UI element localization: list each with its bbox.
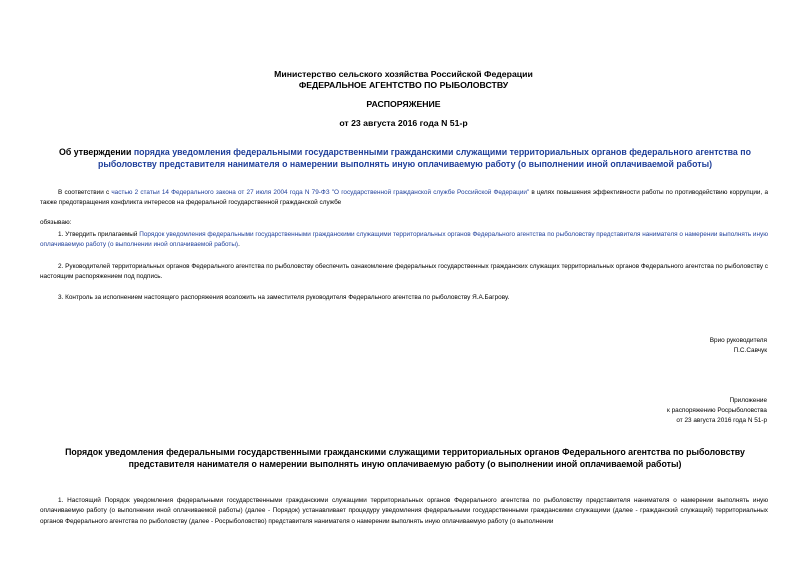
federal-law-link[interactable]: частью 2 статьи 14 Федерального закона от 27 июля 2004 года N 79-ФЗ "О государственной гражданской службе Российской Федерации" — [111, 189, 530, 196]
item-3: 3. Контроль за исполнением настоящего распоряжения возложить на заместителя руководителя Федерального агентства по рыболовству Я.А.Багрову. — [58, 294, 510, 301]
preamble-suffix: в целях повышения эффективности работы по противодействию коррупции, а также предотвращения конфликта интересов на федеральной государственной гражданской службе — [40, 189, 768, 207]
item-2: 2. Руководителей территориальных органов Федерального агентства по рыболовству обеспечить ознакомление федеральных государственных гражданских служащих территориальных органов Федерального агентства по рыболовству с настоящим распоряжением под подпись. — [40, 263, 768, 281]
order-title: Порядок уведомления федеральными государственными гражданскими служащими территориальных органов Федерального агентства по рыболовству представителя нанимателя о намерении выполнять иную оплачиваемую работу (о выполнении иной оплачиваемой работы) — [65, 447, 745, 469]
item-1-prefix: 1. Утвердить прилагаемый — [58, 231, 140, 238]
signature-name: П.С.Савчук — [733, 347, 767, 354]
title-link[interactable]: порядка уведомления федеральными государственными гражданскими служащими территориальных органов федерального агентства по рыболовству представителя нанимателя о намерении выполнять иную оплачиваемую работу (о выполнении иной оплачиваемой работы) — [97, 147, 751, 169]
item-1 — [40, 230, 768, 251]
document-type: РАСПОРЯЖЕНИЕ — [366, 99, 441, 109]
title-prefix: Об утверждении — [59, 147, 134, 157]
preamble-paragraph — [40, 188, 768, 209]
agency-name: ФЕДЕРАЛЬНОЕ АГЕНТСТВО ПО РЫБОЛОВСТВУ — [298, 80, 509, 90]
signature-position: Врио руководителя — [709, 337, 767, 344]
document-title — [40, 146, 770, 170]
order-link[interactable]: Порядок уведомления федеральными государственными гражданскими служащими территориальных органов Федерального агентства по рыболовству представителя нанимателя о намерении выполнять иную оплачиваемую работу (о выполнении иной оплачиваемой работы) — [40, 231, 768, 249]
obliges-text: обязываю: — [40, 219, 72, 226]
document-date-number: от 23 августа 2016 года N 51-р — [339, 118, 468, 128]
ministry-name: Министерство сельского хозяйства Российской Федерации — [274, 69, 533, 79]
order-paragraph-1: 1. Настоящий Порядок уведомления федеральными государственными гражданскими служащими территориальных органов Федерального агентства по рыболовству представителя нанимателя о намерении выполнять иную оплачиваемую работу (о выполнении иной оплачиваемой работы) (далее - Порядок) устанавливает процедуру уведомления федеральными государственными гражданскими служащими (далее - гражданский служащий) территориальных органов Федерального агентства по рыболовству (далее - Росрыболовство) представителя нанимателя о намерении выполнять иную оплачиваемую работу (о выполнении — [40, 497, 768, 525]
item-1-suffix: . — [238, 241, 240, 249]
appendix-to: к распоряжению Росрыболовства — [667, 407, 767, 414]
appendix-date: от 23 августа 2016 года N 51-р — [676, 417, 767, 424]
preamble-prefix: В соответствии с — [58, 189, 112, 196]
appendix-label: Приложение — [729, 397, 767, 404]
